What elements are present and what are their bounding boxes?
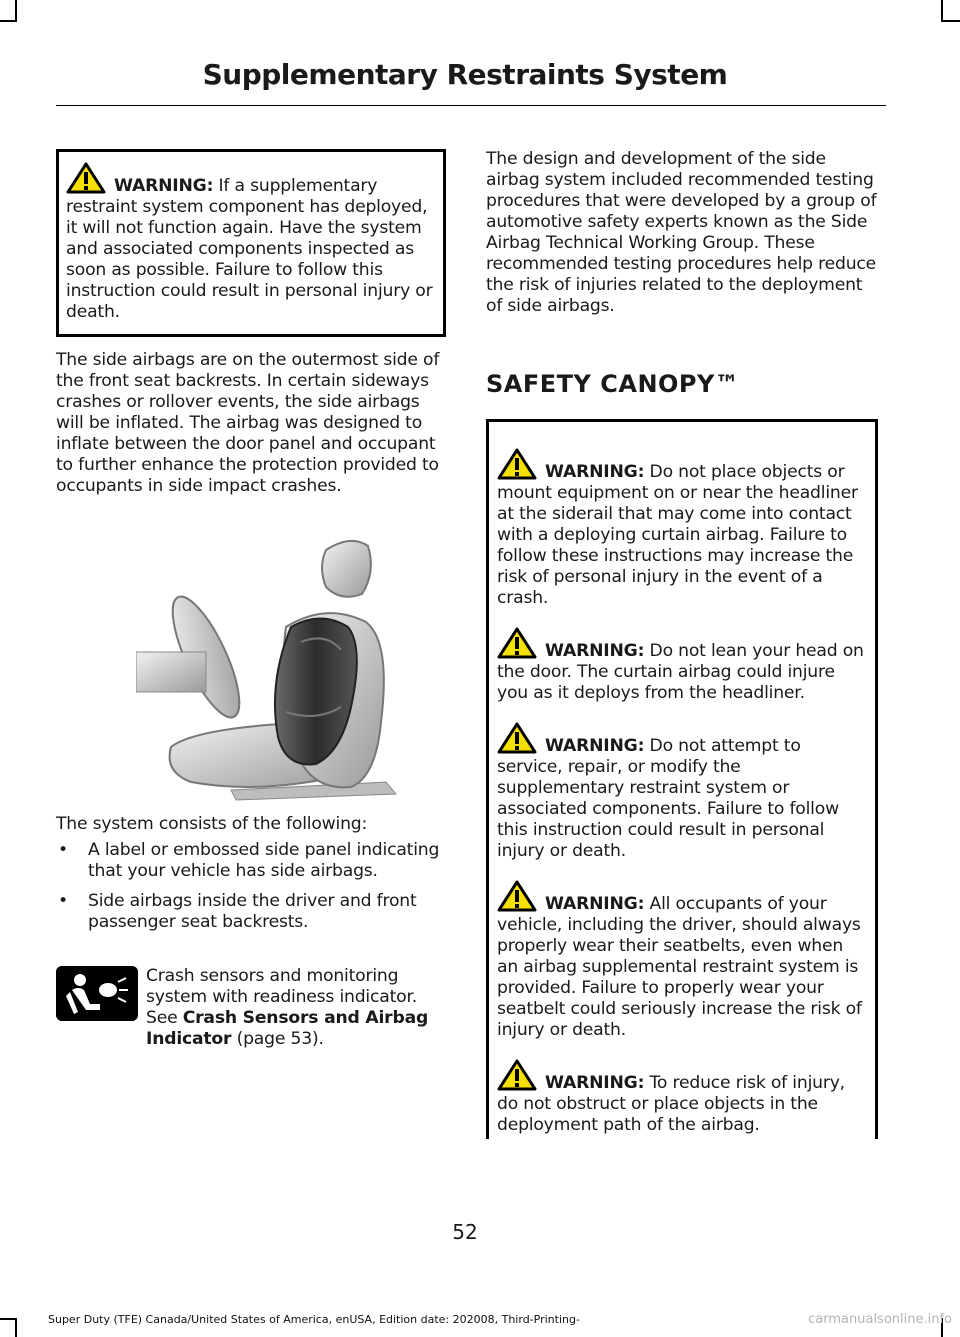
warning-triangle-icon: [497, 880, 537, 912]
crash-sensors-text: Crash sensors and monitoring system with readiness indicator. See: [146, 966, 417, 1028]
system-components-list: [56, 840, 448, 942]
warning-triangle-icon: [497, 627, 537, 659]
section-heading: SAFETY CANOPY™: [486, 370, 740, 398]
warning-label: WARNING:: [545, 462, 645, 482]
bullet: •: [58, 891, 68, 911]
warning-text: If a supplementary restraint system component has deployed, it will not function again. Have the system and associated components inspected as soon as possible. Failure to follow this instruction could result in personal injury or death.: [66, 176, 433, 322]
list-item-text: A label or embossed side panel indicating that your vehicle has side airbags.: [88, 840, 440, 881]
warning-triangle-icon: [66, 162, 106, 194]
watermark: carmanualsonline.info: [808, 1312, 952, 1327]
warning-text: Do not lean your head on the door. The curtain airbag could injure you as it deploys from the headliner.: [497, 641, 864, 703]
warning-label: WARNING:: [545, 736, 645, 756]
warning-text: To reduce risk of injury, do not obstruct or place objects in the deployment path of the airbag.: [497, 1073, 845, 1135]
header-divider: [56, 105, 886, 106]
warning-triangle-icon: [497, 448, 537, 480]
crop-mark: [0, 20, 17, 22]
edition-footer: Super Duty (TFE) Canada/United States of America, enUSA, Edition date: 202008, Third-Printing-: [48, 1313, 580, 1326]
crash-sensors-link[interactable]: Crash Sensors and Airbag Indicator: [146, 1008, 429, 1049]
crop-mark: [0, 1318, 17, 1320]
design-paragraph: The design and development of the side airbag system included recommended testing procedures that were developed by a group of automotive safety experts known as the Side Airbag Technical Working Group. These recommended testing procedures help reduce the risk of injuries related to the deployment of side airbags.: [486, 149, 877, 316]
safety-canopy-warnings: [486, 419, 878, 1139]
warning-box: [56, 149, 446, 337]
warning-label: WARNING:: [545, 641, 645, 661]
page-number: 52: [452, 1220, 478, 1244]
bullet: •: [58, 840, 68, 860]
warning-label: WARNING:: [545, 894, 645, 914]
list-item-text: Side airbags inside the driver and front passenger seat backrests.: [88, 891, 417, 932]
warning-triangle-icon: [497, 1059, 537, 1091]
page-reference: (page 53).: [231, 1029, 324, 1049]
crop-mark: [15, 1318, 17, 1337]
crop-mark: [15, 0, 17, 22]
crop-mark: [941, 0, 943, 22]
crash-sensors-paragraph: [56, 966, 448, 1050]
warning-text: Do not attempt to service, repair, or modify the supplementary restraint system or associated components. Failure to follow this instruction could result in personal injury or death.: [497, 736, 839, 861]
side-airbag-intro: The side airbags are on the outermost side of the front seat backrests. In certain sideways crashes or rollover events, the side airbags will be inflated. The airbag was designed to inflate between the door panel and occupant to further enhance the protection provided to occupants in side impact crashes.: [56, 350, 440, 496]
warning-text: Do not place objects or mount equipment on or near the headliner at the siderail that may come into contact with a deploying curtain airbag. Failure to follow these instructions may increase the risk of personal injury in the event of a crash.: [497, 462, 858, 608]
crop-mark: [941, 20, 960, 22]
seat-side-airbag-illustration: [136, 532, 436, 802]
warning-label: WARNING:: [114, 176, 214, 196]
warning-text: All occupants of your vehicle, including the driver, should always properly wear their seatbelts, even when an airbag supplemental restraint system is provided. Failure to properly wear your seatbelt could seriously increase the risk of injury or death.: [497, 894, 862, 1040]
warning-triangle-icon: [497, 722, 537, 754]
list-item: [56, 891, 448, 933]
warning-label: WARNING:: [545, 1073, 645, 1093]
page-title: Supplementary Restraints System: [202, 58, 728, 91]
system-intro: The system consists of the following:: [56, 814, 368, 834]
list-item: [56, 840, 448, 882]
